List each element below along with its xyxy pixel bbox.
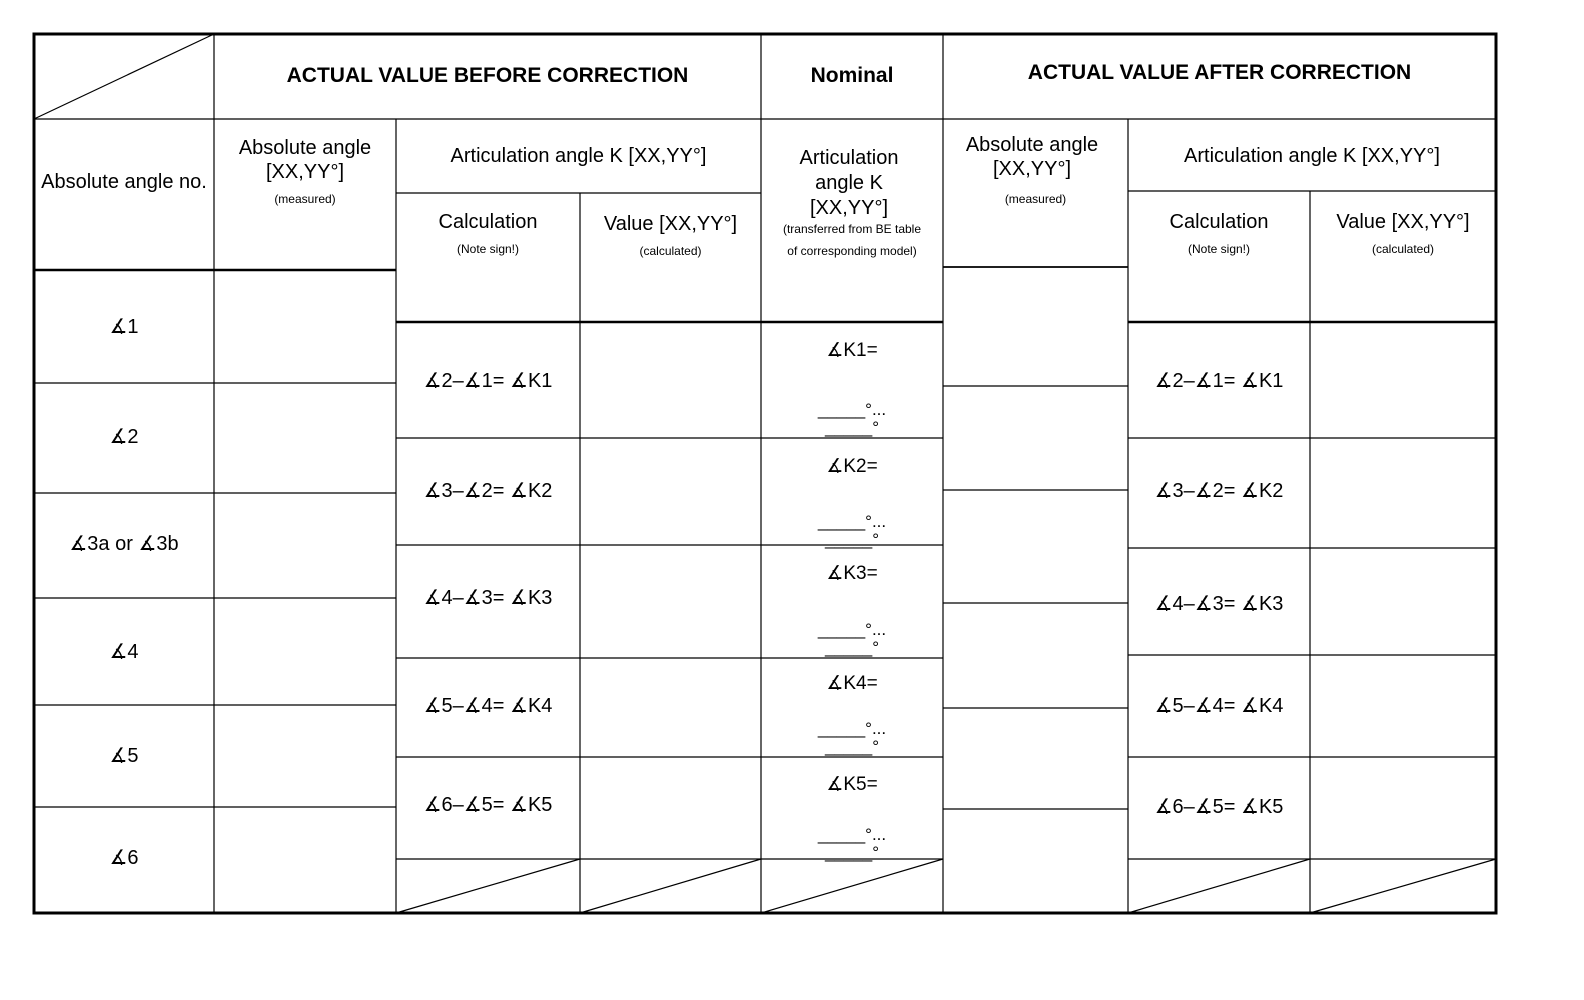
angle-label: ∡1 [109,316,139,338]
angle-label: ∡2 [109,426,139,448]
col-abs-after-note: (measured) [1004,192,1067,206]
abs-before-input-2[interactable] [214,383,396,493]
calc-before-formula: ∡5–∡4= ∡K4 [423,695,553,717]
abs-after-input-1[interactable] [943,267,1128,386]
abs-after-input-2[interactable] [943,386,1128,490]
col-abs-after-title2: [XX,YY°] [992,158,1072,180]
calc-after-formula: ∡5–∡4= ∡K4 [1154,695,1284,717]
col-nominal-note1: (transferred from BE table [782,222,922,236]
value-after-input-4[interactable] [1310,655,1496,757]
col-nominal-note2: of corresponding model) [787,244,917,258]
header-before: ACTUAL VALUE BEFORE CORRECTION [286,64,689,87]
col-artic-after: Articulation angle K [XX,YY°] [1184,145,1440,167]
header-nominal: Nominal [810,64,894,87]
abs-before-input-1[interactable] [214,270,396,383]
calc-after-formula: ∡3–∡2= ∡K2 [1154,480,1284,502]
nominal-blank-second: _____° [824,418,880,437]
value-after-input-3[interactable] [1310,548,1496,655]
nominal-blank: _____°... [817,620,887,639]
col-abs-before-title1: Absolute angle [238,137,372,159]
calc-before-formula: ∡2–∡1= ∡K1 [423,370,553,392]
abs-after-input-6[interactable] [943,809,1128,913]
calc-before-formula: ∡6–∡5= ∡K5 [423,794,553,816]
nominal-blank-second: _____° [824,843,880,862]
col-calc-before-note: (Note sign!) [456,242,520,256]
col-nominal-title2: angle K [815,172,883,194]
col-value-after-note: (calculated) [1371,242,1435,256]
calc-before-formula: ∡4–∡3= ∡K3 [423,587,553,609]
nominal-blank-second: _____° [824,530,880,549]
col-calc-after-note: (Note sign!) [1187,242,1251,256]
angle-label: ∡3a or ∡3b [69,533,179,555]
value-after-input-5[interactable] [1310,757,1496,859]
calc-after-formula: ∡2–∡1= ∡K1 [1154,370,1284,392]
abs-after-input-3[interactable] [943,490,1128,603]
col-value-after-title: Value [XX,YY°] [1336,211,1470,233]
calc-after-formula: ∡6–∡5= ∡K5 [1154,796,1284,818]
nominal-blank-second: _____° [824,638,880,657]
value-before-input-3[interactable] [580,545,761,658]
col-angle-no: Absolute angle no. [41,171,207,193]
col-calc-after-title: Calculation [1169,211,1269,233]
abs-before-input-6[interactable] [214,807,396,913]
col-value-before-note: (calculated) [639,244,702,258]
value-before-input-1[interactable] [580,322,761,438]
nominal-blank-second: _____° [824,737,880,756]
col-value-before-title: Value [XX,YY°] [603,213,738,235]
abs-before-input-3[interactable] [214,493,396,598]
nominal-label: ∡K1= [826,340,878,361]
value-before-input-2[interactable] [580,438,761,545]
abs-before-input-4[interactable] [214,598,396,705]
col-artic-before: Articulation angle K [XX,YY°] [450,145,707,167]
value-before-input-5[interactable] [580,757,761,859]
col-calc-before-title: Calculation [438,211,538,233]
col-abs-before-title2: [XX,YY°] [265,161,345,183]
col-nominal-title3: [XX,YY°] [809,197,889,219]
value-after-input-2[interactable] [1310,438,1496,548]
nominal-blank: _____°... [817,512,887,531]
nominal-label: ∡K3= [826,563,878,584]
calc-before-formula: ∡3–∡2= ∡K2 [423,480,553,502]
angle-label: ∡5 [109,745,139,767]
angle-label: ∡4 [109,641,139,663]
abs-after-input-5[interactable] [943,708,1128,809]
nominal-label: ∡K4= [826,673,878,694]
nominal-blank: _____°... [817,719,887,738]
nominal-blank: _____°... [817,825,887,844]
nominal-label: ∡K5= [826,774,878,795]
header-after: ACTUAL VALUE AFTER CORRECTION [1027,61,1412,84]
abs-after-input-4[interactable] [943,603,1128,708]
col-abs-after-title1: Absolute angle [965,134,1099,156]
nominal-blank: _____°... [817,400,887,419]
col-nominal-title1: Articulation [799,147,899,169]
angle-label: ∡6 [109,847,139,869]
value-after-input-1[interactable] [1310,322,1496,438]
value-before-input-4[interactable] [580,658,761,757]
col-abs-before-note: (measured) [274,192,336,206]
nominal-label: ∡K2= [826,456,878,477]
calc-after-formula: ∡4–∡3= ∡K3 [1154,593,1284,615]
corner-diagonal [34,34,214,119]
abs-before-input-5[interactable] [214,705,396,807]
